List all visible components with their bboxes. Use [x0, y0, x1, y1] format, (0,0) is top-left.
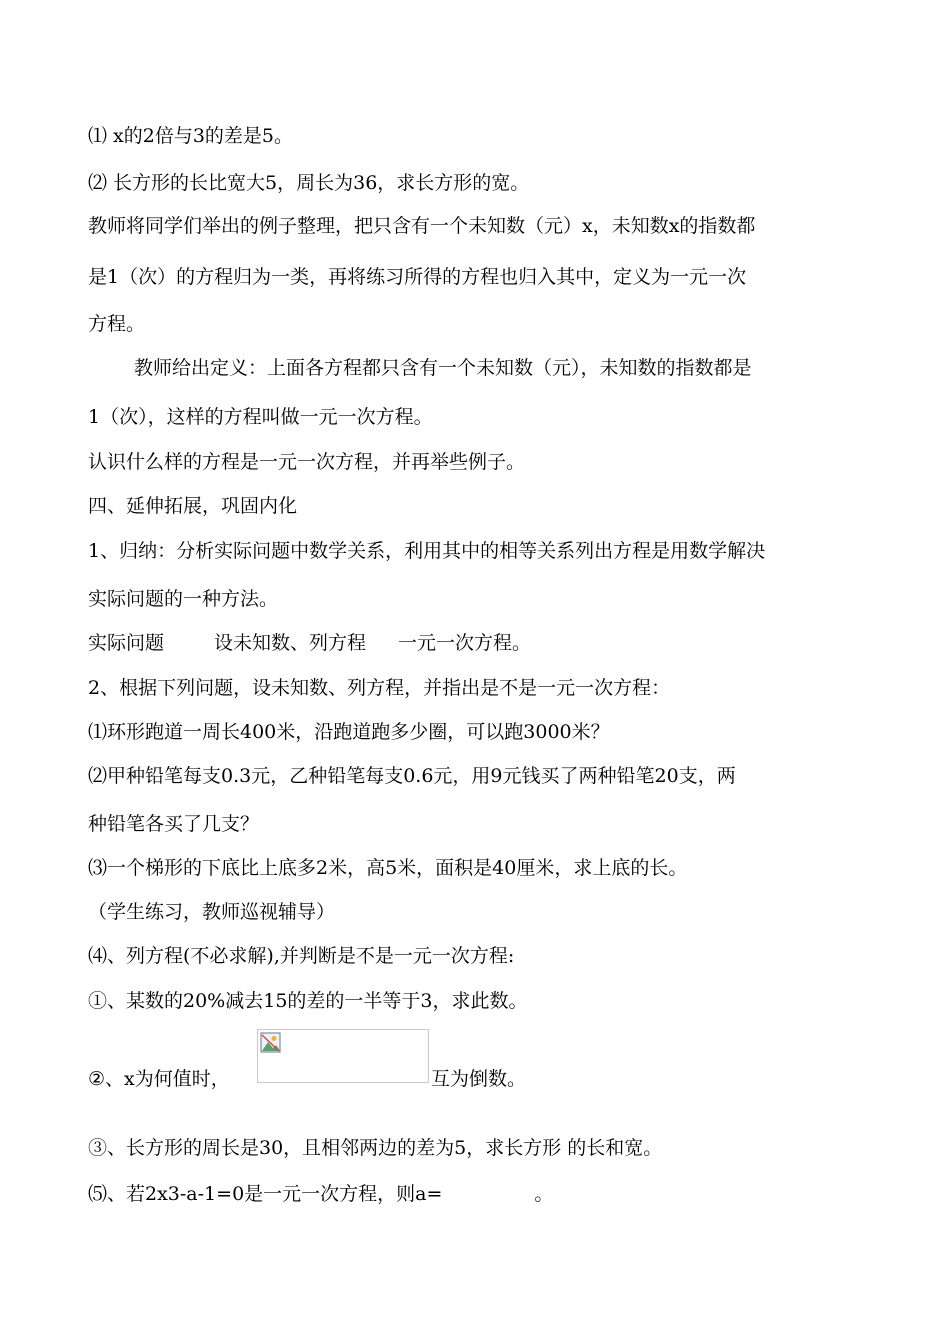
question-line: ⑶一个梯形的下底比上底多2米，高5米，面积是40厘米，求上底的长。 — [88, 857, 688, 879]
note-line: （学生练习，教师巡视辅导） — [88, 901, 336, 923]
text-line: 1（次），这样的方程叫做一元一次方程。 — [88, 406, 433, 428]
question-line: 种铅笔各买了几支？ — [88, 813, 260, 835]
question-line: ⑷、列方程(不必求解),并判断是不是一元一次方程: — [88, 945, 515, 967]
flow-step-result: 一元一次方程。 — [398, 632, 532, 654]
q5-prefix: ⑸、若2x3-a-1=0是一元一次方程，则a= — [88, 1183, 443, 1205]
flow-line — [88, 631, 870, 655]
text-line: 认识什么样的方程是一元一次方程，并再举些例子。 — [88, 451, 526, 473]
q5-suffix: 。 — [534, 1183, 554, 1205]
equation-image-placeholder — [257, 1029, 429, 1083]
text-line: 是1（次）的方程归为一类，再将练习所得的方程也归入其中，定义为一元一次 — [88, 266, 747, 288]
question-line: ⑵甲种铅笔每支0.3元，乙种铅笔每支0.6元，用9元钱买了两种铅笔20支，两 — [88, 765, 736, 787]
definition-line: 教师给出定义：上面各方程都只含有一个未知数（元），未知数的指数都是 — [134, 357, 752, 379]
flow-step-equation: 设未知数、列方程 — [214, 632, 367, 654]
question-line-5 — [88, 1182, 870, 1206]
section-heading: 四、延伸拓展，巩固内化 — [88, 495, 298, 517]
text-line: ⑵ 长方形的长比宽大5，周长为36，求长方形的宽。 — [88, 172, 530, 194]
q2-suffix: 互为倒数。 — [431, 1068, 527, 1090]
q2-prefix: ②、x为何值时， — [88, 1068, 230, 1090]
question-line: ⑴环形跑道一周长400米，沿跑道跑多少圈，可以跑3000米？ — [88, 721, 610, 743]
question-line: 2、根据下列问题，设未知数、列方程，并指出是不是一元一次方程： — [88, 677, 671, 699]
text-line: 方程。 — [88, 313, 146, 335]
question-line: ③、长方形的周长是30，且相邻两边的差为5，求长方形 的长和宽。 — [88, 1137, 663, 1159]
broken-image-icon — [260, 1032, 282, 1054]
question-line: ①、某数的20%减去15的差的一半等于3，求此数。 — [88, 990, 528, 1012]
text-line: 1、归纳：分析实际问题中数学关系，利用其中的相等关系列出方程是用数学解决 — [88, 540, 766, 562]
text-line: 教师将同学们举出的例子整理，把只含有一个未知数（元）x，未知数x的指数都 — [88, 215, 756, 237]
text-line: ⑴ x的2倍与3的差是5。 — [88, 125, 294, 147]
text-line: 实际问题的一种方法。 — [88, 588, 279, 610]
flow-step-problem: 实际问题 — [88, 632, 165, 654]
